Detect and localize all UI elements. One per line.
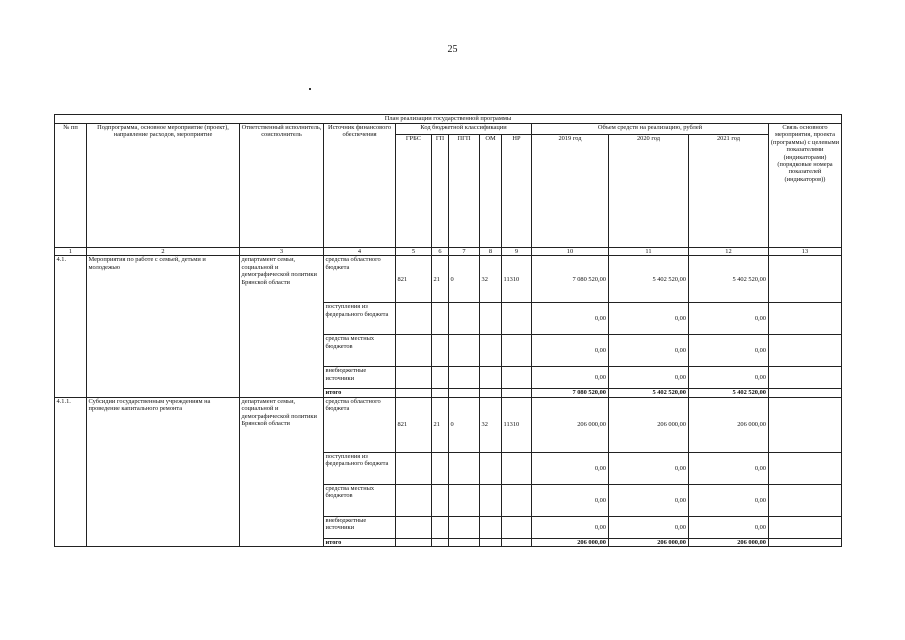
table-row <box>55 256 842 303</box>
row-nr <box>502 303 532 335</box>
row-2021: 206 000,00 <box>689 397 769 452</box>
row-2019: 0,00 <box>532 516 609 538</box>
row-gp <box>432 538 449 546</box>
row-total-2019: 206 000,00 <box>532 538 609 546</box>
col-header-executor: Ответственный исполнитель, соисполнитель <box>240 124 324 248</box>
row-2020: 0,00 <box>609 452 689 484</box>
row-om: 32 <box>480 397 502 452</box>
row-2021: 0,00 <box>689 367 769 389</box>
row-grbs <box>396 484 432 516</box>
row-gp <box>432 516 449 538</box>
row-source: средства областного бюджета <box>324 256 396 303</box>
row-gp <box>432 452 449 484</box>
row-nr <box>502 538 532 546</box>
row-pgp <box>449 303 480 335</box>
row-link <box>769 484 842 516</box>
row-2020: 0,00 <box>609 484 689 516</box>
row-link <box>769 367 842 389</box>
row-2020: 206 000,00 <box>609 397 689 452</box>
row-program-name: Субсидии государственным учреждениям на проведение капитального ремонта <box>87 397 240 546</box>
row-2021: 0,00 <box>689 452 769 484</box>
row-source: средства областного бюджета <box>324 397 396 452</box>
col-number: 10 <box>532 248 609 256</box>
group-header-budget-code: Код бюджетной классификации <box>396 124 532 135</box>
section-4-1 <box>55 256 842 397</box>
row-link <box>769 303 842 335</box>
row-om <box>480 516 502 538</box>
table-title: План реализации государственной программы <box>55 115 842 124</box>
row-pgp: 0 <box>449 256 480 303</box>
row-pgp: 0 <box>449 397 480 452</box>
row-om <box>480 452 502 484</box>
row-2019: 0,00 <box>532 452 609 484</box>
row-nr <box>502 335 532 367</box>
col-number: 8 <box>480 248 502 256</box>
program-plan-table-wrap <box>54 114 842 547</box>
col-number: 2 <box>87 248 240 256</box>
section-4-1-1 <box>55 397 842 546</box>
row-nr <box>502 484 532 516</box>
row-grbs: 821 <box>396 256 432 303</box>
row-2020: 0,00 <box>609 335 689 367</box>
col-number: 6 <box>432 248 449 256</box>
row-nr: 11310 <box>502 256 532 303</box>
row-grbs <box>396 452 432 484</box>
row-2021: 0,00 <box>689 335 769 367</box>
page-number: 25 <box>447 44 458 55</box>
row-source: поступления из федерального бюджета <box>324 452 396 484</box>
row-2019: 206 000,00 <box>532 397 609 452</box>
row-num: 4.1. <box>55 256 87 397</box>
row-pgp <box>449 516 480 538</box>
row-grbs: 821 <box>396 397 432 452</box>
row-pgp <box>449 335 480 367</box>
row-om <box>480 538 502 546</box>
row-om <box>480 367 502 389</box>
stray-dot <box>309 88 311 90</box>
row-gp <box>432 335 449 367</box>
row-2020: 0,00 <box>609 367 689 389</box>
col-number: 3 <box>240 248 324 256</box>
row-nr <box>502 452 532 484</box>
row-gp: 21 <box>432 397 449 452</box>
group-header-volume: Объем средств на реализацию, рублей <box>532 124 769 135</box>
col-header-2020: 2020 год <box>609 135 689 248</box>
row-link <box>769 256 842 303</box>
row-gp: 21 <box>432 256 449 303</box>
row-2021: 0,00 <box>689 303 769 335</box>
row-link <box>769 538 842 546</box>
col-header-gp: ГП <box>432 135 449 248</box>
row-om <box>480 303 502 335</box>
row-2021: 0,00 <box>689 516 769 538</box>
row-2019: 0,00 <box>532 484 609 516</box>
row-executor: департамент семьи, социальной и демографической политики Брянской области <box>240 397 324 546</box>
row-gp <box>432 389 449 397</box>
col-header-nr: НР <box>502 135 532 248</box>
row-gp <box>432 484 449 516</box>
row-pgp <box>449 389 480 397</box>
row-2019: 7 080 520,00 <box>532 256 609 303</box>
row-nr: 11310 <box>502 397 532 452</box>
row-program-name: Мероприятия по работе с семьей, детьми и молодежью <box>87 256 240 397</box>
row-source: внебюджетные источники <box>324 516 396 538</box>
row-grbs <box>396 516 432 538</box>
row-2019: 0,00 <box>532 367 609 389</box>
row-num: 4.1.1. <box>55 397 87 546</box>
row-grbs <box>396 538 432 546</box>
col-header-source: Источник финансового обеспечения <box>324 124 396 248</box>
row-source: поступления из федерального бюджета <box>324 303 396 335</box>
col-header-2019: 2019 год <box>532 135 609 248</box>
row-2020: 0,00 <box>609 516 689 538</box>
row-link <box>769 516 842 538</box>
row-2019: 0,00 <box>532 303 609 335</box>
row-om <box>480 484 502 516</box>
row-gp <box>432 303 449 335</box>
row-total-2020: 5 402 520,00 <box>609 389 689 397</box>
col-number: 12 <box>689 248 769 256</box>
table-row <box>55 397 842 452</box>
program-plan-table <box>54 114 842 547</box>
row-nr <box>502 516 532 538</box>
row-executor: департамент семьи, социальной и демографической политики Брянской области <box>240 256 324 397</box>
row-grbs <box>396 389 432 397</box>
row-grbs <box>396 303 432 335</box>
row-link <box>769 389 842 397</box>
row-source: внебюджетные источники <box>324 367 396 389</box>
row-2020: 5 402 520,00 <box>609 256 689 303</box>
row-total-label: итого <box>324 389 396 397</box>
row-nr <box>502 367 532 389</box>
row-link <box>769 452 842 484</box>
row-pgp <box>449 484 480 516</box>
col-number: 9 <box>502 248 532 256</box>
col-header-om: ОМ <box>480 135 502 248</box>
row-total-2021: 206 000,00 <box>689 538 769 546</box>
row-2020: 0,00 <box>609 303 689 335</box>
row-nr <box>502 389 532 397</box>
col-header-pgp: ПГП <box>449 135 480 248</box>
row-link <box>769 335 842 367</box>
row-pgp <box>449 452 480 484</box>
col-number: 1 <box>55 248 87 256</box>
row-2021: 0,00 <box>689 484 769 516</box>
row-gp <box>432 367 449 389</box>
row-om <box>480 335 502 367</box>
row-total-2021: 5 402 520,00 <box>689 389 769 397</box>
row-2021: 5 402 520,00 <box>689 256 769 303</box>
row-total-2020: 206 000,00 <box>609 538 689 546</box>
col-header-num: № пп <box>55 124 87 248</box>
row-2019: 0,00 <box>532 335 609 367</box>
col-header-grbs: ГРБС <box>396 135 432 248</box>
row-source: средства местных бюджетов <box>324 484 396 516</box>
col-number: 7 <box>449 248 480 256</box>
row-total-2019: 7 080 520,00 <box>532 389 609 397</box>
row-om: 32 <box>480 256 502 303</box>
row-link <box>769 397 842 452</box>
col-number: 11 <box>609 248 689 256</box>
row-grbs <box>396 367 432 389</box>
row-om <box>480 389 502 397</box>
col-number: 13 <box>769 248 842 256</box>
row-grbs <box>396 335 432 367</box>
row-total-label: итого <box>324 538 396 546</box>
row-pgp <box>449 367 480 389</box>
row-source: средства местных бюджетов <box>324 335 396 367</box>
col-header-link: Связь основного мероприятия, проекта (программы) с целевыми показателями (индикаторами) (порядковые номера показателей (индикаторов)) <box>769 124 842 248</box>
row-pgp <box>449 538 480 546</box>
col-header-2021: 2021 год <box>689 135 769 248</box>
col-header-program: Подпрограмма, основное мероприятие (проект), направление расходов, мероприятие <box>87 124 240 248</box>
col-number: 5 <box>396 248 432 256</box>
col-number: 4 <box>324 248 396 256</box>
